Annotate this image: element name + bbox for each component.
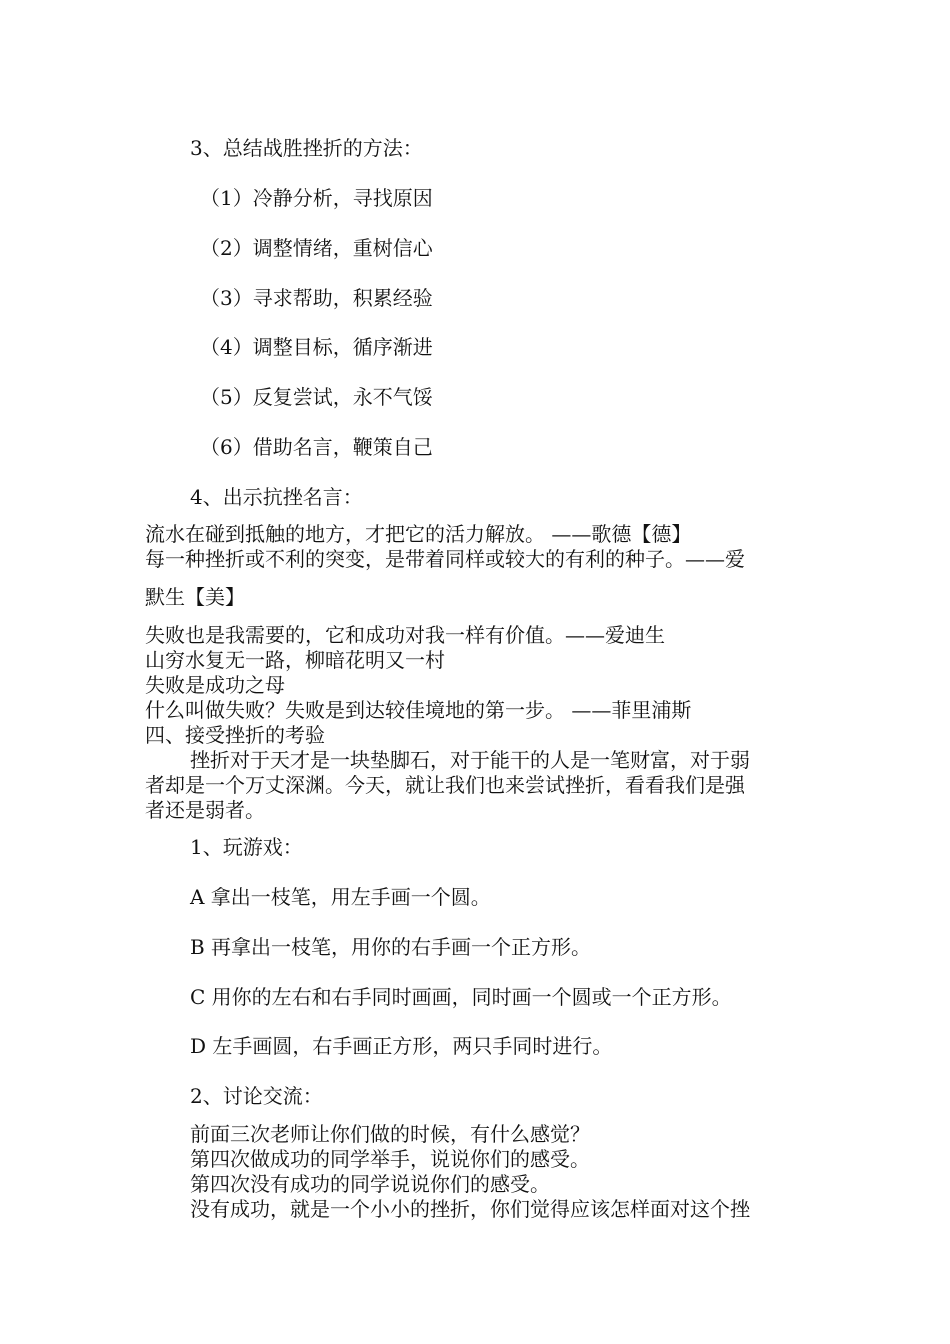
section3-heading: 3、总结战胜挫折的方法：	[190, 136, 423, 160]
discussion-line: 没有成功，就是一个小小的挫折，你们觉得应该怎样面对这个挫	[190, 1197, 750, 1221]
intro-paragraph-line: 者还是弱者。	[145, 798, 265, 822]
discussion-heading: 2、讨论交流：	[190, 1084, 323, 1108]
quote-line: 默生【美】	[145, 585, 245, 609]
game-step: D 左手画圆，右手画正方形，两只手同时进行。	[190, 1034, 613, 1058]
game-step: B 再拿出一枝笔，用你的右手画一个正方形。	[190, 935, 592, 959]
discussion-line: 第四次没有成功的同学说说你们的感受。	[190, 1172, 550, 1196]
method-item: （4）调整目标，循序渐进	[200, 335, 433, 359]
quote-line: 失败也是我需要的，它和成功对我一样有价值。——爱迪生	[145, 623, 665, 647]
game-step: A 拿出一枝笔，用左手画一个圆。	[190, 885, 491, 909]
intro-paragraph-line: 挫折对于天才是一块垫脚石，对于能干的人是一笔财富，对于弱	[190, 748, 750, 772]
method-item: （2）调整情绪，重树信心	[200, 236, 433, 260]
quote-line: 每一种挫折或不利的突变，是带着同样或较大的有利的种子。——爱	[145, 547, 745, 571]
quote-line: 山穷水复无一路，柳暗花明又一村	[145, 648, 445, 672]
method-item: （3）寻求帮助，积累经验	[200, 286, 433, 310]
section4-heading: 4、出示抗挫名言：	[190, 485, 363, 509]
intro-paragraph-line: 者却是一个万丈深渊。今天，就让我们也来尝试挫折，看看我们是强	[145, 773, 745, 797]
game-heading: 1、玩游戏：	[190, 835, 303, 859]
discussion-line: 第四次做成功的同学举手，说说你们的感受。	[190, 1147, 590, 1171]
quote-line: 失败是成功之母	[145, 673, 285, 697]
method-item: （5）反复尝试，永不气馁	[200, 385, 433, 409]
game-step: C 用你的左右和右手同时画画，同时画一个圆或一个正方形。	[190, 985, 732, 1009]
method-item: （1）冷静分析，寻找原因	[200, 186, 433, 210]
quote-line: 什么叫做失败？失败是到达较佳境地的第一步。 ——菲里浦斯	[145, 698, 692, 722]
method-item: （6）借助名言，鞭策自己	[200, 435, 433, 459]
part4-heading: 四、接受挫折的考验	[145, 723, 325, 747]
quote-line: 流水在碰到抵触的地方，才把它的活力解放。 ——歌德【德】	[145, 522, 692, 546]
discussion-line: 前面三次老师让你们做的时候，有什么感觉？	[190, 1122, 590, 1146]
